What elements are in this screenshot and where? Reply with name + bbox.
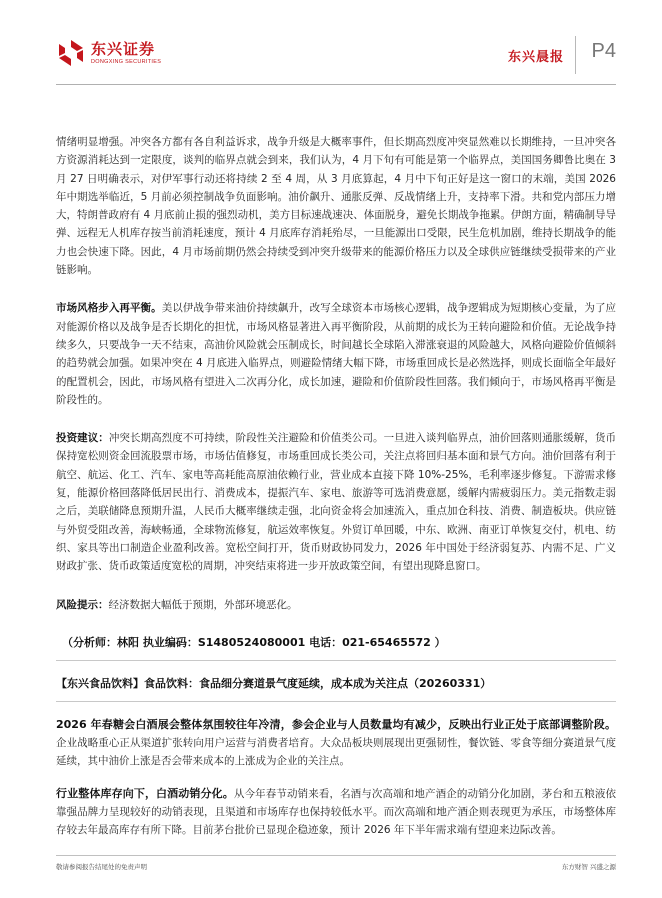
paragraph-text: 冲突长期高烈度不可持续，阶段性关注避险和价值类公司。一旦进入谈判临界点，油价回落则通胀缓解，货币保持宽松则资金回流股票市场，市场估值修复，市场重回成长类公司，关注点将回归基本面和景气方向。油价回落有利于航空、航运、化工、汽车、家电等高耗能高原油依赖行业，营业成本直接下降 10%-25%，毛利率逐步修复。下游需求修复，能源价格回落降低居民出行、消费成本，提振汽车、家电、旅游等可选消费意愿，缓解内需疲弱压力。美元指数走弱之后，美联储降息预期升温，人民币大概率继续走强，北向资金将会加速流入，重点加仓科技、消费、制造板块。供应链与外贸受阻改善，海峡畅通，全球物流修复，航运效率恢复。外贸订单回暖，中东、欧洲、南亚订单恢复交付，机电、纺织、家具等出口制造企业盈利改善。宽松空间打开，货币财政协同发力，2026 年中国处于经济弱复苏、内需不足、广义财政扩张、货币政策适度宽松的周期，冲突结束将进一步开放政策空间，有望出现降息窗口。 [56,432,617,573]
header-divider [575,36,576,74]
paragraph-text: 情绪明显增强。冲突各方都有各自利益诉求，战争升级是大概率事件，但长期高烈度冲突显然难以长期维持，一旦冲突各方资源消耗达到一定限度，谈判的临界点就会到来，我们认为，4 月下旬有可能是第一个临界点，美国国务卿鲁比奥在 3 月 27 日明确表示，对伊军事行动还将持续 2 至 4 周，从 3 月底算起，4 月中下旬正好是这一窗口的末端，美国 2026 年中期选举临近，5 月前必须控制战争负面影响。油价飙升、通胀反弹、反战情绪上升，支持率下滑。共和党内部压力增大，特朗普政府有 4 月底前止损的强烈动机，美方目标速战速决、体面脱身，避免长期战争拖累。伊朗方面，精确制导导弹、远程无人机库存按当前消耗速度，预计 4 月底库存消耗殆尽，一旦能源出口受限，民生危机加剧，维持长期战争的能力也会快速下降。因此，4 月市场前期仍然会持续受到冲突升级带来的能源价格压力以及全球供应链继续受损带来的产业链影响。 [56,136,616,277]
footer-rule [56,855,616,856]
section-title: 【东兴食品饮料】食品饮料：食品细分赛道景气度延续，成本成为关注点（20260331） [56,676,492,690]
logo-name-en: DONGXING SECURITIES [91,58,162,65]
logo-text [91,41,161,66]
paragraph-geopolitics [56,133,616,279]
analyst-info: （分析师：林阳 执业编码：S1480524080001 电话：021-65465572 ） [62,635,446,649]
page-header [56,32,616,80]
paragraph-inventory [56,785,616,840]
section-divider [56,701,616,702]
logo-name-cn: 东兴证券 [91,39,156,58]
header-rule [56,84,616,85]
paragraph-market-style [56,299,616,409]
paragraph-lead: 2026 年春糖会白酒展会整体氛围较往年冷清，参会企业与人员数量均有减少，反映出行业正处于底部调整阶段。 [56,717,616,731]
footer-disclaimer: 敬请参阅报告结尾处的免责声明 [56,863,147,871]
page-number: P4 [591,40,616,62]
paragraph-lead: 市场风格步入再平衡。 [56,302,162,315]
paragraph-spring-fair [56,716,616,771]
report-title: 东兴晨报 [507,50,564,65]
footer-slogan: 东方财智 兴盛之源 [561,863,616,871]
section-divider [56,660,616,661]
paragraph-lead: 风险提示： [56,598,109,611]
paragraph-lead: 投资建议： [56,432,109,445]
paragraph-text: 美以伊战争带来油价持续飙升，改写全球资本市场核心逻辑，战争逻辑成为短期核心变量，为了应对能源价格以及战争是否长期化的担忧，市场风格显著进入再平衡阶段，从前期的成长为王转向避险和价值。无论战争持续多久，只要战争一天不结束，高油价风险就会压制成长，时间越长全球陷入滞涨衰退的风险越大，风格向避险价值倾斜的趋势就会加强。如果冲突在 4 月底进入临界点，则避险情绪大幅下降，市场重回成长是必然选择，则成长面临全年最好的配置机会，因此，市场风格有望进入二次再分化，成长加速，避险和价值阶段性回落。我们倾向于，市场风格再平衡是阶段性的。 [56,302,617,406]
paragraph-lead: 行业整体库存向下，白酒动销分化。 [56,786,234,800]
logo [56,38,161,68]
paragraph-text: 经济数据大幅低于预期，外部环境恶化。 [108,598,298,611]
main-content [56,133,616,840]
logo-icon [56,38,86,68]
paragraph-text: 从今年春节动销来看，名酒与次高端和地产酒企的动销分化加剧，茅台和五粮液依靠强品牌力呈现较好的动销表现，且渠道和市场库存也保持较低水平。而次高端和地产酒企则表现更为承压，市场整体库存较去年最高库存有所下降。目前茅台批价已显现企稳迹象，预计 2026 年下半年需求端有望迎来边际改善。 [56,787,617,837]
paragraph-text: 企业战略重心正从渠道扩张转向用户运营与消费者培育。大众品板块则展现出更强韧性，餐饮链、零食等细分赛道景气度延续，其中油价上涨是否会带来成本的上涨成为企业的关注点。 [56,737,616,768]
paragraph-risk [56,596,616,614]
paragraph-investment-advice [56,429,616,575]
